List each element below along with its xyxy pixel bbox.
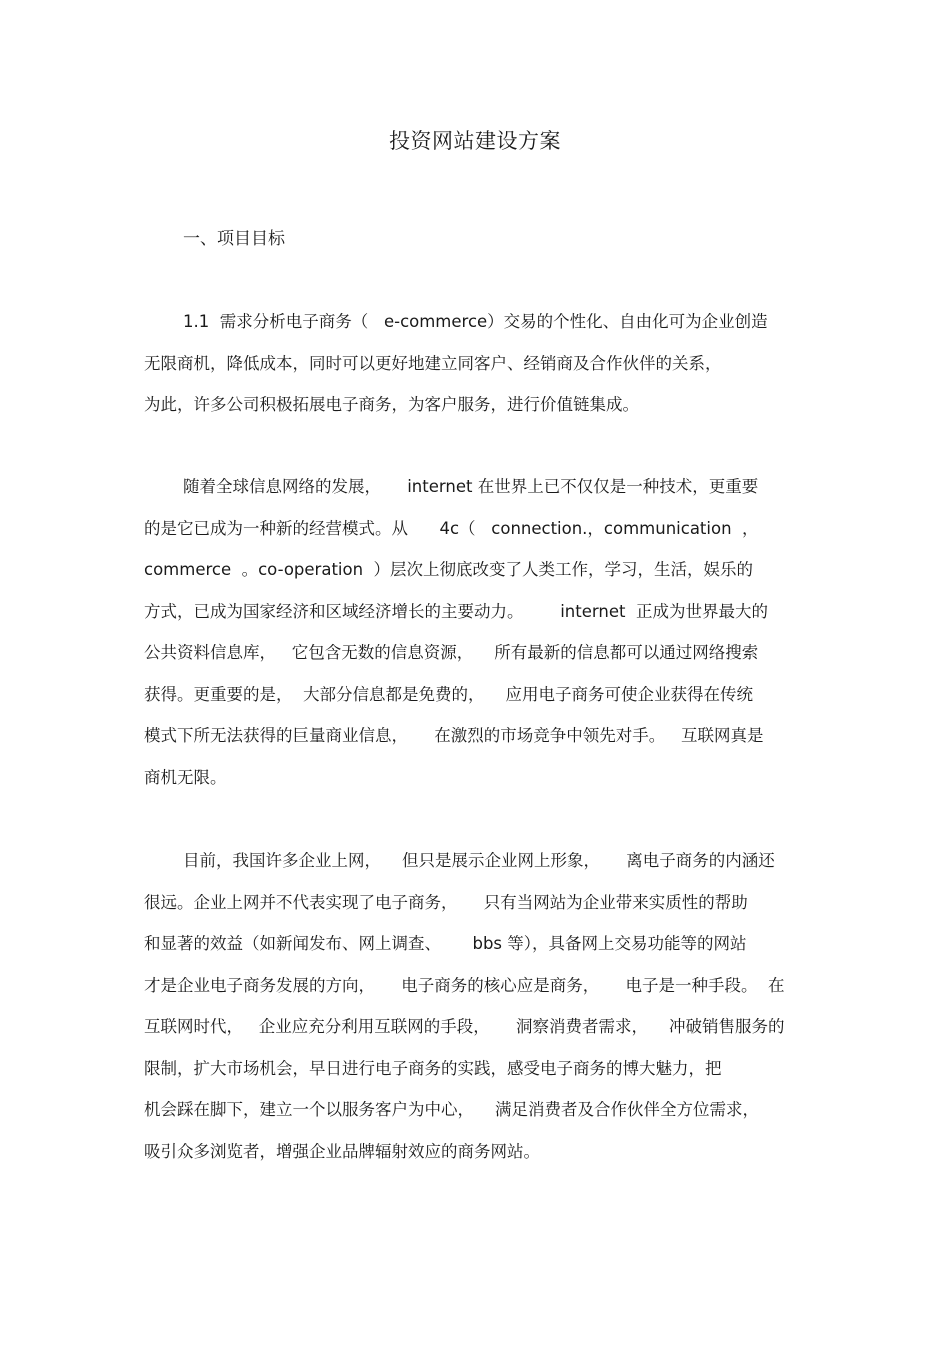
paragraph-current-status xyxy=(144,840,814,1172)
paragraph-line: 公共资料信息库， 它包含无数的信息资源， 所有最新的信息都可以通过网络搜索 xyxy=(144,643,759,662)
paragraph-line: 很远。企业上网并不代表实现了电子商务， 只有当网站为企业带来实质性的帮助 xyxy=(144,892,748,912)
paragraph-line: 目前，我国许多企业上网， 但只是展示企业网上形象， 离电子商务的内涵还 xyxy=(183,851,775,870)
paragraph-line: 吸引众多浏览者，增强企业品牌辐射效应的商务网站。 xyxy=(144,1141,540,1161)
paragraph-line: 为此，许多公司积极拓展电子商务，为客户服务，进行价值链集成。 xyxy=(144,395,639,414)
paragraph-line: 才是企业电子商务发展的方向， 电子商务的核心应是商务， 电子是一种手段。 在 xyxy=(144,975,785,995)
section-heading: 一、项目目标 xyxy=(183,229,285,249)
paragraph-line: 随着全球信息网络的发展， internet 在世界上已不仅仅是一种技术，更重要 xyxy=(183,477,759,496)
paragraph-line: 无限商机，降低成本，同时可以更好地建立同客户、经销商及合作伙伴的关系， xyxy=(144,353,722,373)
paragraph-line: 和显著的效益（如新闻发布、网上调查、 bbs 等），具备网上交易功能等的网站 xyxy=(144,934,747,953)
paragraph-internet xyxy=(144,466,814,798)
paragraph-requirements xyxy=(144,301,814,426)
document-title: 投资网站建设方案 xyxy=(389,129,561,153)
paragraph-line: 商机无限。 xyxy=(144,767,227,787)
paragraph-line: 获得。更重要的是， 大部分信息都是免费的， 应用电子商务可使企业获得在传统 xyxy=(144,684,753,704)
paragraph-line: 限制，扩大市场机会，早日进行电子商务的实践，感受电子商务的博大魅力，把 xyxy=(144,1058,722,1078)
paragraph-line: 互联网时代， 企业应充分利用互联网的手段， 洞察消费者需求， 冲破销售服务的 xyxy=(144,1017,785,1036)
paragraph-line: commerce 。co-operation ）层次上彻底改变了人类工作，学习，生活，娱乐的 xyxy=(144,560,754,579)
paragraph-line: 方式，已成为国家经济和区域经济增长的主要动力。 internet 正成为世界最大的 xyxy=(144,601,768,621)
paragraph-line: 的是它已成为一种新的经营模式。从 4c（ connection.，communication ， xyxy=(144,518,759,538)
paragraph-line: 1.1 需求分析电子商务（ e-commerce）交易的个性化、自由化可为企业创造 xyxy=(183,312,768,331)
paragraph-line: 模式下所无法获得的巨量商业信息， 在激烈的市场竞争中领先对手。 互联网真是 xyxy=(144,726,764,745)
paragraph-line: 机会踩在脚下，建立一个以服务客户为中心， 满足消费者及合作伙伴全方位需求， xyxy=(144,1100,759,1119)
